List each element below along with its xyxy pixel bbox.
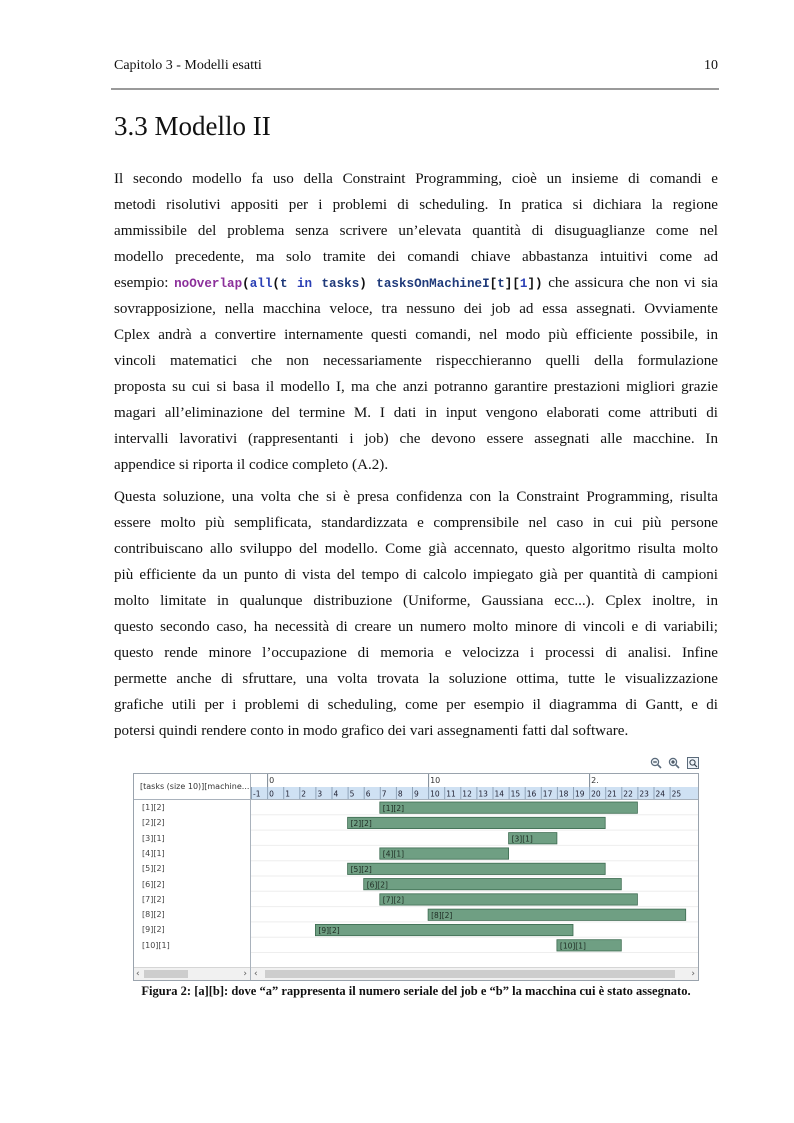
paragraph-line: questo rende minore l’occupazione di memoria e velocizza i processi di analisi. Infine — [114, 645, 718, 661]
code-paren: ( — [272, 277, 280, 291]
header-rule — [111, 88, 719, 90]
code-paren: ) — [359, 277, 367, 291]
scroll-right-arrow-icon[interactable]: › — [691, 969, 695, 979]
major-tick-label: 2. — [591, 776, 599, 785]
paragraph-line: intervalli lavorativi (rappresentanti i job) che devono essere assegnati alle macchine. In — [114, 431, 718, 447]
paragraph-line: Il secondo modello fa uso della Constraint Programming, cioè un insieme di comandi e — [114, 171, 718, 187]
line-suffix: che assicura che non vi sia — [542, 275, 719, 291]
paragraph-line: Cplex andrà a convertire internamente questi comandi, nel modo più efficiente possibile, in — [114, 327, 718, 343]
task-list-pane — [134, 774, 251, 980]
paragraph-line: vincoli matematici che non necessariamente rispecchieranno quelli della formulazione — [114, 353, 718, 369]
code-tasksOnMachineI: tasksOnMachineI — [376, 277, 490, 291]
code-paren: ( — [242, 277, 250, 291]
task-bar — [315, 924, 573, 935]
line-prefix: esempio: — [114, 275, 175, 291]
task-bar-label: [7][2] — [382, 895, 405, 905]
scroll-left-arrow-icon[interactable]: ‹ — [136, 969, 140, 979]
minor-tick-label: 19 — [575, 789, 585, 799]
task-bar-label: [1][2] — [382, 803, 405, 813]
minor-tick-label: 8 — [397, 789, 403, 799]
paragraph-1 — [114, 166, 718, 478]
minor-tick-label: 0 — [269, 789, 274, 799]
minor-tick-label: 22 — [623, 789, 633, 799]
paragraph-2 — [114, 484, 718, 744]
task-bar — [428, 909, 686, 920]
minor-tick-label: 10 — [430, 789, 440, 799]
task-column-header — [134, 774, 250, 800]
task-row-label: [7][2] — [142, 894, 165, 904]
task-row-label: [6][2] — [142, 879, 165, 889]
running-header — [114, 58, 718, 78]
minor-tick-label: 24 — [655, 789, 666, 799]
task-row-label: [2][2] — [142, 818, 165, 828]
paragraph-line-with-code — [114, 270, 718, 296]
paragraph-line: grafiche utili per i problemi di scheduling, come per esempio il diagramma di Gantt, e di — [114, 697, 718, 713]
gantt-frame — [133, 773, 699, 981]
minor-tick-label: 18 — [558, 789, 569, 799]
paragraph-line: metodi risolutivi appositi per i problemi di scheduling. In pratica si dichiara la regione — [114, 197, 718, 213]
minor-tick-label: 5 — [349, 789, 355, 799]
major-tick-band — [251, 774, 698, 788]
task-column-header-label: [tasks (size 10)][machine... — [140, 782, 250, 791]
paragraph-line: proposta su cui si basa il modello I, ma che anzi potranno garantire prestazioni migliori grazie — [114, 379, 718, 395]
code-tasks: tasks — [321, 277, 360, 291]
minor-tick-label: 4 — [333, 789, 339, 799]
task-bar-label: [4][1] — [382, 849, 405, 859]
task-bar-label: [2][2] — [350, 819, 372, 829]
code-bracket: ]) — [527, 277, 543, 291]
minor-tick-label: 3 — [317, 789, 323, 799]
section-title: 3.3 Modello II — [114, 111, 271, 141]
task-bar — [380, 802, 638, 813]
paragraph-line: questo secondo caso, ha necessità di creare un numero molto minore di vincoli e di variabili; — [114, 619, 718, 635]
code-in: in — [296, 277, 313, 291]
task-row-label: [10][1] — [142, 940, 170, 950]
task-bar — [380, 894, 638, 905]
scroll-right-arrow-icon[interactable]: › — [243, 969, 247, 979]
timeline-scrollbar-thumb[interactable] — [265, 970, 675, 978]
minor-tick-label: 6 — [365, 789, 371, 799]
task-bar — [364, 879, 622, 890]
zoom-in-icon[interactable] — [668, 757, 680, 769]
task-row-label: [3][1] — [142, 833, 165, 843]
left-scrollbar[interactable] — [134, 967, 250, 980]
major-tick-label: 0 — [269, 776, 275, 785]
task-row-label: [8][2] — [142, 910, 165, 920]
code-noOverlap: noOverlap — [174, 277, 243, 291]
figure-caption: Figura 2: [a][b]: dove “a” rappresenta il numero seriale del job e “b” la macchina cui è stato assegnato. — [141, 984, 691, 998]
task-bar-label: [5][2] — [350, 865, 372, 874]
chapter-title: Capitolo 3 - Modelli esatti — [114, 58, 262, 73]
minor-tick-label: 20 — [591, 789, 601, 799]
minor-tick-label: 21 — [607, 789, 617, 799]
scroll-left-arrow-icon[interactable]: ‹ — [254, 969, 258, 979]
code-t: t — [497, 277, 505, 291]
task-bar-label: [10][1] — [559, 941, 586, 951]
paragraph-line: sovrapposizione, nella macchina veloce, tra nessuno dei job ad essa assegnati. Ovviamente — [114, 301, 718, 317]
paragraph-line: essere molto più semplificata, standardizzata e comprensibile nel caso in cui più persone — [114, 515, 718, 531]
code-t: t — [279, 277, 288, 291]
zoom-toolbar — [646, 757, 699, 771]
task-bar-label: [8][2] — [431, 910, 453, 920]
paragraph-line: ammissibile del problema senza scrivere un’elevata quantità di disuguaglianze come nel — [114, 223, 718, 239]
task-bar — [348, 863, 606, 874]
gantt-timeline-svg — [251, 774, 698, 967]
gantt-timeline-pane — [251, 774, 698, 980]
minor-tick-label: -1 — [253, 789, 261, 799]
minor-tick-label: 13 — [478, 789, 488, 799]
paragraph-line: appendice si riporta il codice completo (A.2). — [114, 457, 389, 473]
left-scrollbar-thumb[interactable] — [144, 970, 188, 978]
paragraph-line: molto limitate in qualunque distribuzione (Uniforme, Gaussiana ecc...). Cplex inoltre, in — [114, 593, 718, 609]
code-all: all — [249, 277, 273, 291]
major-tick-label: 10 — [430, 776, 441, 785]
timeline-scrollbar[interactable] — [251, 967, 698, 980]
task-row-label: [1][2] — [142, 803, 165, 812]
task-row-label: [4][1] — [142, 848, 165, 858]
task-row-label: [5][2] — [142, 864, 165, 874]
task-bar-label: [9][2] — [318, 926, 340, 936]
zoom-fit-icon[interactable] — [687, 757, 699, 769]
task-bar — [348, 817, 606, 828]
task-row-label: [9][2] — [142, 925, 165, 935]
code-bracket: ][ — [504, 277, 520, 291]
paragraph-line: permette anche di sfruttare, una volta trovata la soluzione ottima, tutte le visualizzazione — [114, 671, 718, 687]
minor-tick-label: 25 — [671, 789, 682, 799]
minor-tick-label: 15 — [510, 789, 521, 799]
task-bar-label: [3][1] — [511, 834, 533, 844]
paragraph-line: più efficiente da un punto di vista del tempo di calcolo impiegato già per quantità di campioni — [114, 567, 718, 583]
minor-tick-label: 23 — [639, 789, 649, 799]
minor-tick-label: 17 — [542, 789, 553, 799]
minor-tick-label: 12 — [462, 789, 472, 799]
minor-tick-label: 7 — [381, 789, 387, 799]
code-snippet — [174, 277, 542, 291]
minor-tick-label: 14 — [494, 789, 505, 799]
code-number: 1 — [519, 277, 528, 291]
task-bar-label: [6][2] — [366, 880, 388, 890]
paragraph-line: potersi quindi rendere conto in modo grafico dei vari assegnamenti fatti dal software. — [114, 723, 629, 739]
code-bracket: [ — [489, 277, 498, 291]
paragraph-line: magari all’eliminazione del termine M. I dati in input vengono elaborati come attributi di — [114, 405, 718, 421]
minor-tick-label: 2 — [301, 789, 307, 799]
paragraph-line: Questa soluzione, una volta che si è presa confidenza con la Constraint Programming, risulta — [114, 489, 718, 505]
zoom-out-icon[interactable] — [650, 757, 662, 769]
paragraph-line: contribuiscano allo sviluppo del modello. Come già accennato, questo algoritmo risulta molto — [114, 541, 718, 557]
minor-tick-label: 9 — [414, 789, 419, 799]
minor-tick-label: 11 — [446, 789, 456, 799]
paragraph-line: modello precedente, ma solo tramite dei comandi chiave abbastanza intuitivi come ad — [114, 249, 718, 265]
page-number: 10 — [704, 58, 718, 73]
gantt-chart-figure — [133, 757, 699, 981]
minor-tick-label: 1 — [285, 789, 290, 799]
minor-tick-label: 16 — [526, 789, 537, 799]
